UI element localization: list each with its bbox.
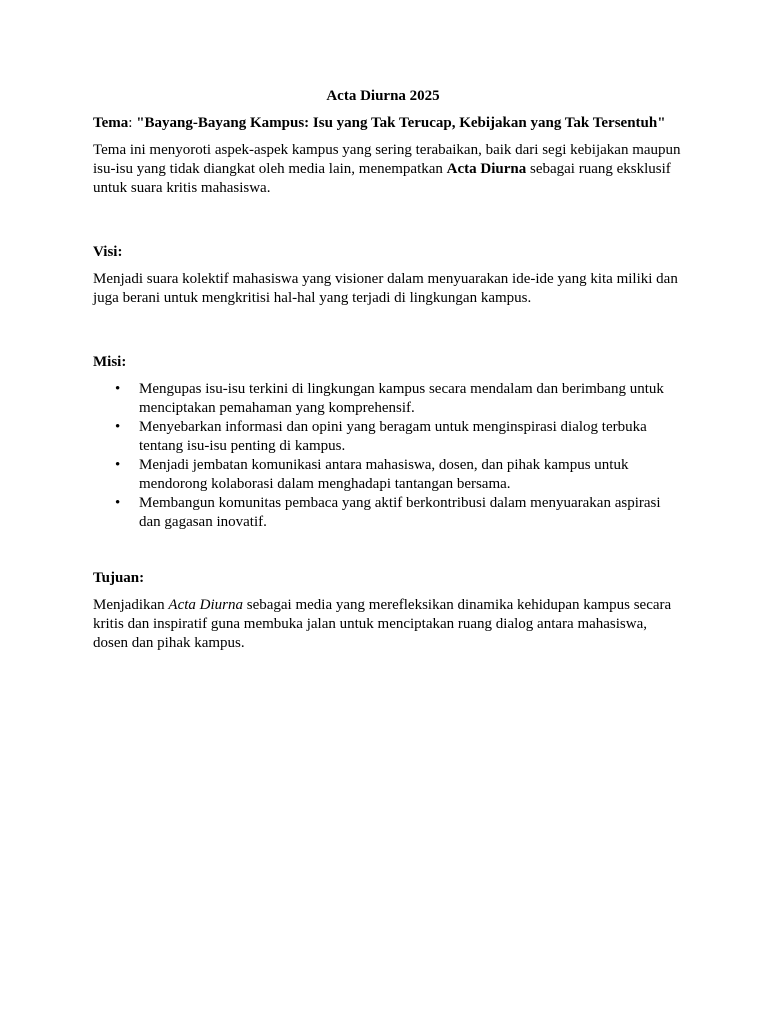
bullet-icon: • [115,457,121,473]
misi-heading: Misi: [93,354,127,370]
spacer [93,372,683,380]
spacer [93,532,683,569]
spacer [93,588,683,596]
intro-text-after: sebagai ruang eksklusif untuk suara kritis mahasiswa. [93,161,671,196]
misi-item-text: Mengupas isu-isu terkini di lingkungan kampus secara mendalam dan berimbang untuk menciptakan pemahaman yang komprehensif. [139,381,664,416]
tema-value: "Bayang-Bayang Kampus: Isu yang Tak Terucap, Kebijakan yang Tak Tersentuh" [136,115,666,131]
bullet-icon: • [115,381,121,397]
list-item [115,418,683,456]
bullet-icon: • [115,419,121,435]
tujuan-paragraph [93,596,683,653]
intro-text-before: Tema ini menyoroti aspek-aspek kampus yang sering terabaikan, baik dari segi kebijakan maupun isu-isu yang tidak diangkat oleh media lain, menempatkan [93,142,681,177]
intro-highlight: Acta Diurna [446,161,527,177]
spacer [93,316,683,353]
spacer [93,262,683,270]
spacer [93,206,683,243]
visi-paragraph: Menjadi suara kolektif mahasiswa yang visioner dalam menyuarakan ide-ide yang kita miliki dan juga berani untuk mengkritisi hal-hal yang terjadi di lingkungan kampus. [93,271,678,306]
list-item [115,494,683,532]
misi-item-text: Menjadi jembatan komunikasi antara mahasiswa, dosen, dan pihak kampus untuk mendorong kolaborasi dalam menghadapi tantangan bersama. [139,457,629,492]
tujuan-highlight: Acta Diurna [168,597,243,613]
misi-list [93,380,683,532]
tujuan-text-after: sebagai media yang merefleksikan dinamika kehidupan kampus secara kritis dan inspiratif guna membuka jalan untuk menciptakan ruang dialog antara mahasiswa, dosen dan pihak kampus. [93,597,672,651]
document-page [93,87,683,661]
visi-heading: Visi: [93,244,123,260]
tujuan-heading: Tujuan: [93,570,145,586]
tema-line [93,114,683,133]
misi-item-text: Membangun komunitas pembaca yang aktif berkontribusi dalam menyuarakan aspirasi dan gagasan inovatif. [139,495,661,530]
document-title: Acta Diurna 2025 [326,88,440,104]
intro-paragraph [93,141,683,198]
list-item [115,456,683,494]
bullet-icon: • [115,495,121,511]
list-item [115,380,683,418]
misi-item-text: Menyebarkan informasi dan opini yang beragam untuk menginspirasi dialog terbuka tentang isu-isu penting di kampus. [139,419,647,454]
tujuan-text-before: Menjadikan [93,597,169,613]
tema-colon: : [128,115,137,131]
tema-label: Tema [93,115,129,131]
